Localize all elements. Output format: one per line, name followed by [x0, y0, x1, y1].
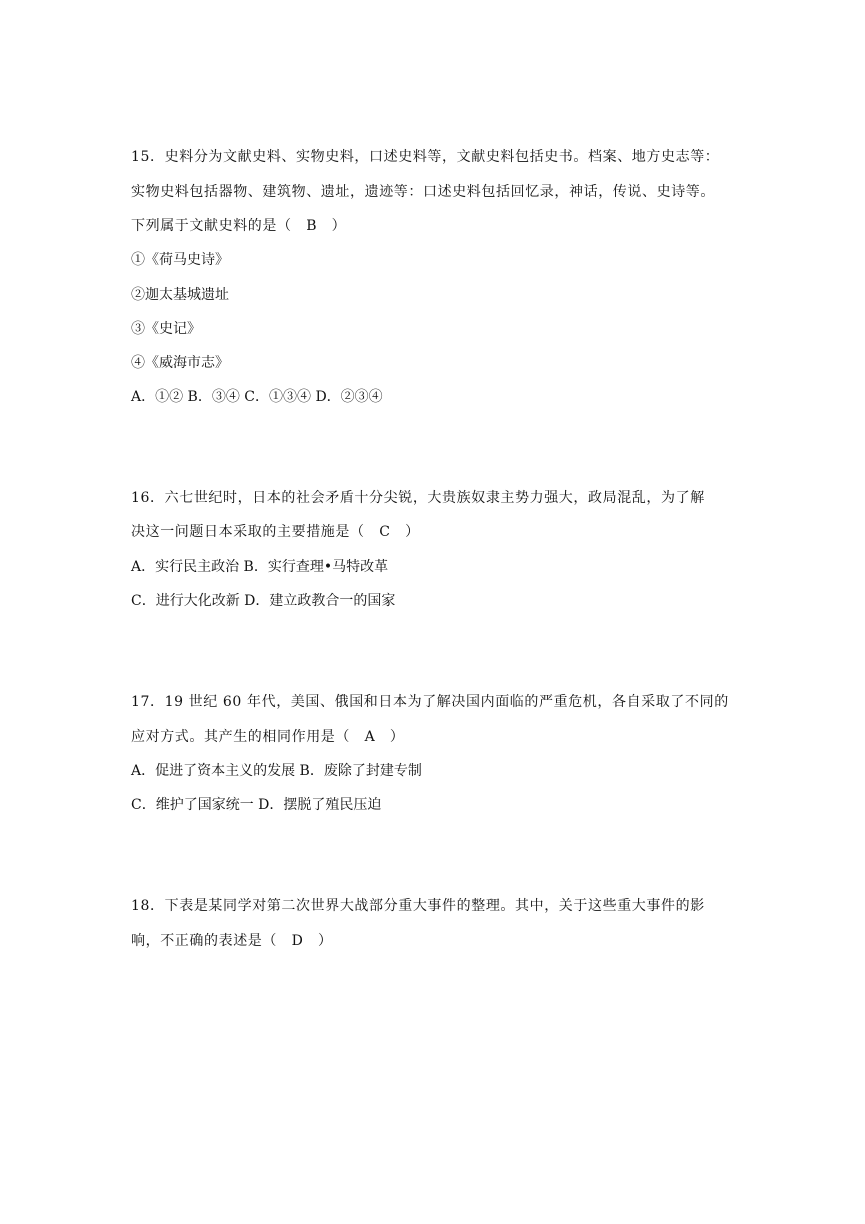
q15-stem-line-3: 下列属于文献史料的是（ B ）: [131, 218, 347, 234]
q16-stem-line-2: 决这一问题日本采取的主要措施是（ C ）: [131, 524, 420, 540]
q15-item-3: ③《史记》: [131, 321, 201, 337]
q17-options-line-2: C．维护了国家统一 D．摆脱了殖民压迫: [131, 797, 382, 813]
q17-stem-line-2: 应对方式。其产生的相同作用是（ A ）: [131, 729, 405, 745]
q16-options-line-1: A．实行民主政治 B．实行查理•马特改革: [131, 559, 389, 575]
q15-stem-line-1: 15．史料分为文献史料、实物史料，口述史料等，文献史料包括史书。档案、地方史志等：: [131, 149, 720, 165]
q18-stem-line-1: 18．下表是某同学对第二次世界大战部分重大事件的整理。其中，关于这些重大事件的影: [131, 898, 705, 914]
q15-item-1: ①《荷马史诗》: [131, 252, 229, 268]
q15-options: A．①② B．③④ C．①③④ D．②③④: [131, 389, 383, 405]
q17-options-line-1: A．促进了资本主义的发展 B．废除了封建专制: [131, 763, 422, 779]
q16-options-line-2: C．进行大化改新 D．建立政教合一的国家: [131, 593, 396, 609]
q15-item-2: ②迦太基城遗址: [131, 287, 229, 303]
q18-stem-line-2: 响，不正确的表述是（ D ）: [131, 933, 333, 949]
q17-stem-line-1: 17．19 世纪 60 年代，美国、俄国和日本为了解决国内面临的严重危机，各自采取了不同的: [131, 694, 729, 710]
q15-stem-line-2: 实物史料包括器物、建筑物、遗址，遗迹等：口述史料包括回忆录，神话，传说、史诗等。: [131, 184, 715, 200]
q16-stem-line-1: 16．六七世纪时，日本的社会矛盾十分尖锐，大贵族奴隶主势力强大，政局混乱，为了解: [131, 490, 705, 506]
q15-item-4: ④《威海市志》: [131, 355, 229, 371]
